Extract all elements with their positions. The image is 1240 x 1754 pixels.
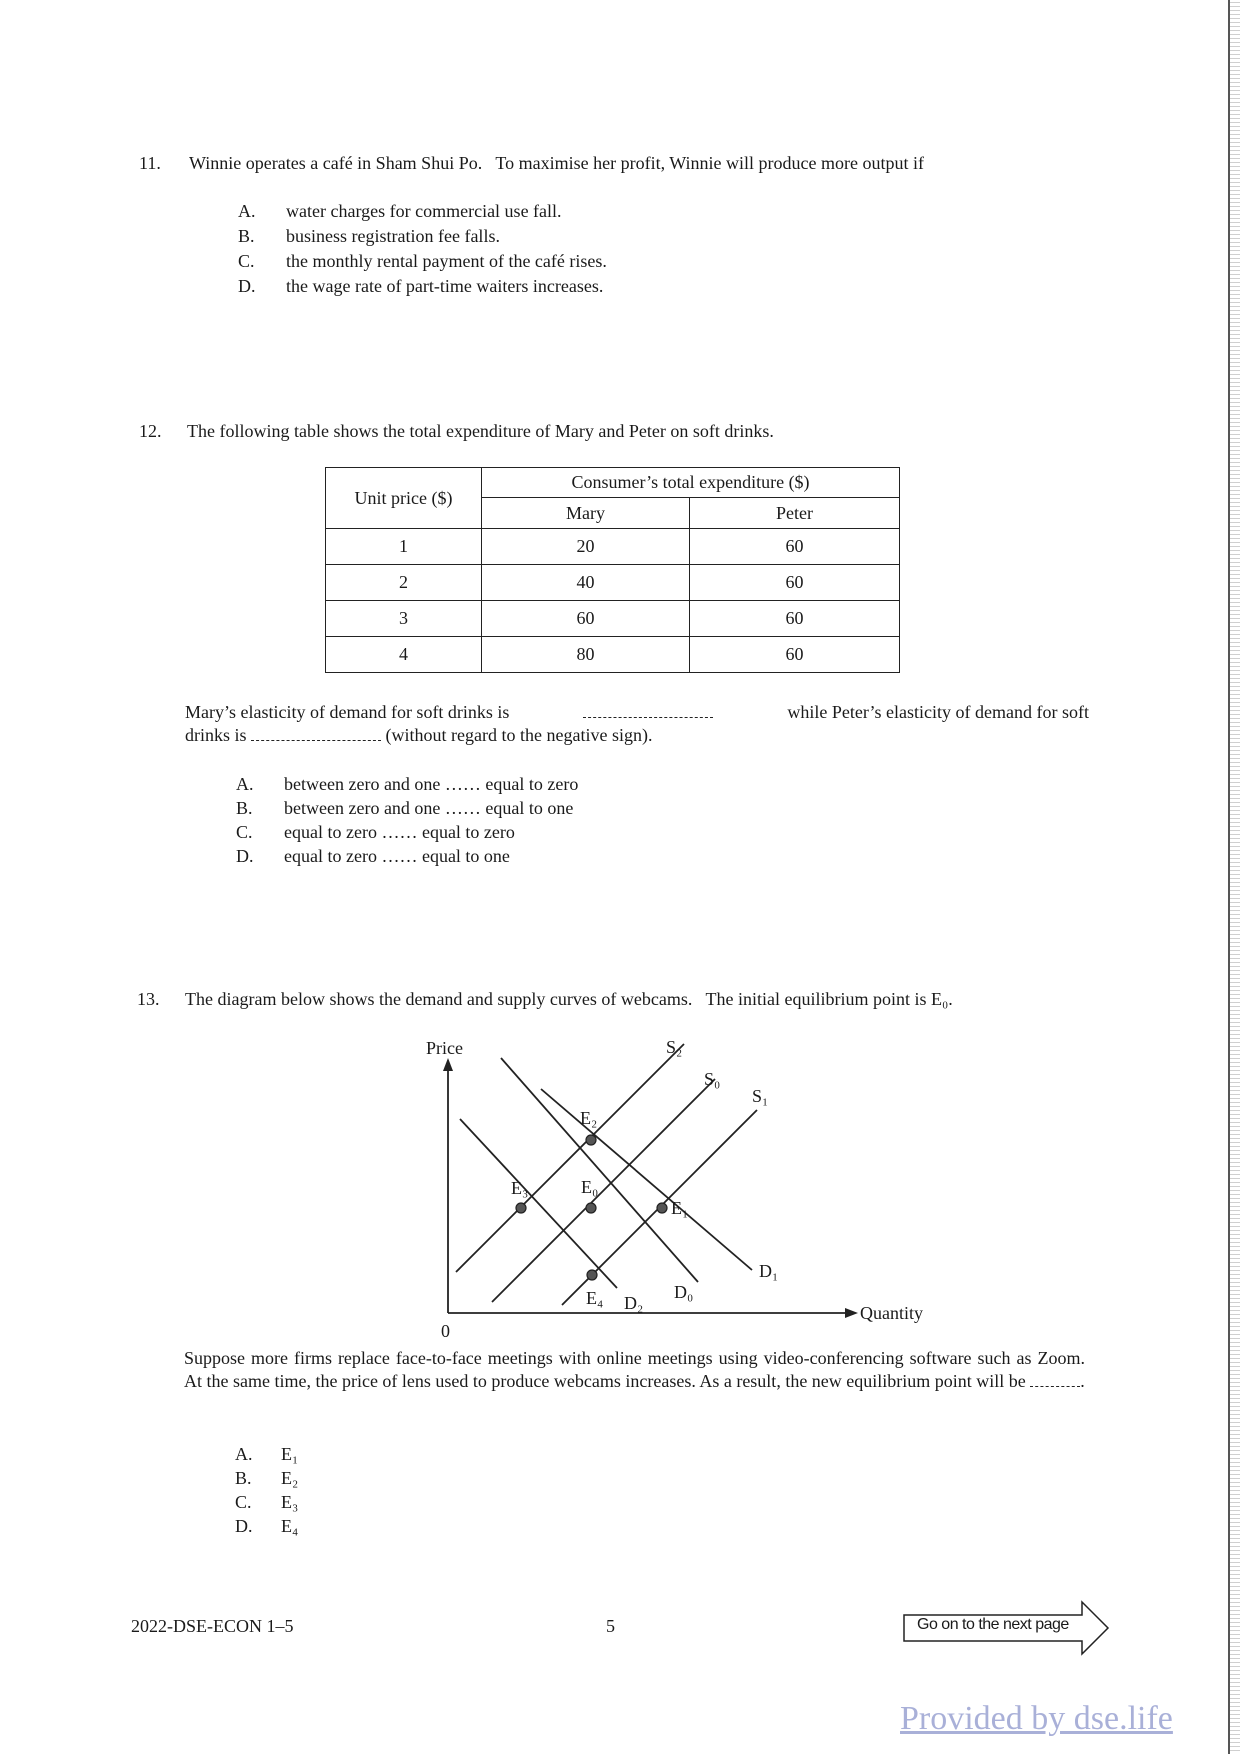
cell-mary: 80 xyxy=(482,637,690,673)
option-letter: C. xyxy=(238,251,255,271)
answer-blank xyxy=(1030,1370,1080,1387)
cell-mary: 40 xyxy=(482,565,690,601)
sentence-part-1: Mary’s elasticity of demand for soft drinks is xyxy=(185,702,510,722)
option-text: E₁ xyxy=(281,1444,299,1464)
option-letter: A. xyxy=(238,201,256,221)
page-number: 5 xyxy=(606,1616,615,1636)
cell-mary: 20 xyxy=(482,529,690,565)
q11-number: 11. xyxy=(139,153,161,173)
q13-stem: The diagram below shows the demand and supply curves of webcams. The initial equilibrium point is E₀. xyxy=(185,989,953,1009)
origin-label: 0 xyxy=(441,1321,450,1341)
cell-peter: 60 xyxy=(690,529,900,565)
label-e4: E₄ xyxy=(586,1288,604,1308)
label-d2: D₂ xyxy=(624,1293,644,1313)
option-letter: D. xyxy=(236,846,254,866)
sentence-part-3: drinks is xyxy=(185,725,247,745)
option-text: E₃ xyxy=(281,1492,299,1512)
header-peter: Peter xyxy=(690,498,900,529)
option-text: E₄ xyxy=(281,1516,299,1536)
q12-stem: The following table shows the total expenditure of Mary and Peter on soft drinks. xyxy=(187,421,774,441)
sentence-part-2: while Peter’s elasticity of demand for soft xyxy=(787,702,1089,722)
option-text: equal to zero …… equal to one xyxy=(284,846,510,866)
label-e3: E₃ xyxy=(511,1178,529,1198)
point-e1 xyxy=(657,1203,667,1213)
option-letter: C. xyxy=(236,822,253,842)
label-d0: D₀ xyxy=(674,1282,694,1302)
watermark-link[interactable]: Provided by dse.life xyxy=(900,1700,1173,1737)
quantity-axis-arrow-icon xyxy=(845,1308,858,1318)
option-letter: A. xyxy=(236,774,254,794)
q12-number: 12. xyxy=(139,421,162,441)
header-unit-price: Unit price ($) xyxy=(326,468,482,529)
option-text: business registration fee falls. xyxy=(286,226,500,246)
header-mary: Mary xyxy=(482,498,690,529)
paragraph-text: Suppose more firms replace face-to-face meetings with online meetings using video-conferencing software such as Zoom. At the same time, the price of lens used to produce webcams increases. As a result, the new equilibrium point will be xyxy=(184,1348,1085,1391)
paragraph-end: . xyxy=(1080,1371,1085,1391)
next-page-button[interactable] xyxy=(903,1600,1110,1656)
paper-code: 2022-DSE-ECON 1–5 xyxy=(131,1616,294,1636)
label-s1: S₁ xyxy=(752,1086,769,1106)
option-text: the monthly rental payment of the café rises. xyxy=(286,251,607,271)
header-total-expenditure: Consumer’s total expenditure ($) xyxy=(482,468,900,498)
point-e3 xyxy=(516,1203,526,1213)
cell-peter: 60 xyxy=(690,637,900,673)
q13-number: 13. xyxy=(137,989,160,1009)
cell-peter: 60 xyxy=(690,601,900,637)
option-text: equal to zero …… equal to zero xyxy=(284,822,515,842)
y-axis-label: Price xyxy=(426,1038,463,1058)
point-e2 xyxy=(586,1135,596,1145)
sentence-part-4: (without regard to the negative sign). xyxy=(385,725,653,745)
cell-price: 1 xyxy=(326,529,482,565)
x-axis-label: Quantity xyxy=(860,1303,923,1323)
label-s2: S₂ xyxy=(666,1037,683,1057)
option-letter: B. xyxy=(236,798,253,818)
option-text: E₂ xyxy=(281,1468,299,1488)
point-e0 xyxy=(586,1203,596,1213)
cell-price: 2 xyxy=(326,565,482,601)
option-letter: B. xyxy=(235,1468,252,1488)
q11-stem: Winnie operates a café in Sham Shui Po. To maximise her profit, Winnie will produce more output if xyxy=(189,153,924,173)
option-letter: D. xyxy=(235,1516,253,1536)
demand-curve-d0 xyxy=(501,1058,698,1282)
label-e2: E₂ xyxy=(580,1108,598,1128)
next-page-label: Go on to the next page xyxy=(917,1616,1069,1633)
label-d1: D₁ xyxy=(759,1261,779,1281)
label-s0: S₀ xyxy=(704,1069,721,1089)
label-e0: E₀ xyxy=(581,1177,599,1197)
option-letter: C. xyxy=(235,1492,252,1512)
option-letter: A. xyxy=(235,1444,253,1464)
point-e4 xyxy=(587,1270,597,1280)
cell-price: 4 xyxy=(326,637,482,673)
demand-curve-d1 xyxy=(541,1089,752,1270)
option-text: water charges for commercial use fall. xyxy=(286,201,562,221)
cell-mary: 60 xyxy=(482,601,690,637)
cell-price: 3 xyxy=(326,601,482,637)
option-text: the wage rate of part-time waiters increases. xyxy=(286,276,604,296)
option-letter: B. xyxy=(238,226,255,246)
option-text: between zero and one …… equal to zero xyxy=(284,774,579,794)
option-letter: D. xyxy=(238,276,256,296)
q13-paragraph xyxy=(184,1347,1085,1393)
option-text: between zero and one …… equal to one xyxy=(284,798,574,818)
price-axis-arrow-icon xyxy=(443,1058,453,1071)
label-e1: E₁ xyxy=(671,1198,689,1218)
cell-peter: 60 xyxy=(690,565,900,601)
